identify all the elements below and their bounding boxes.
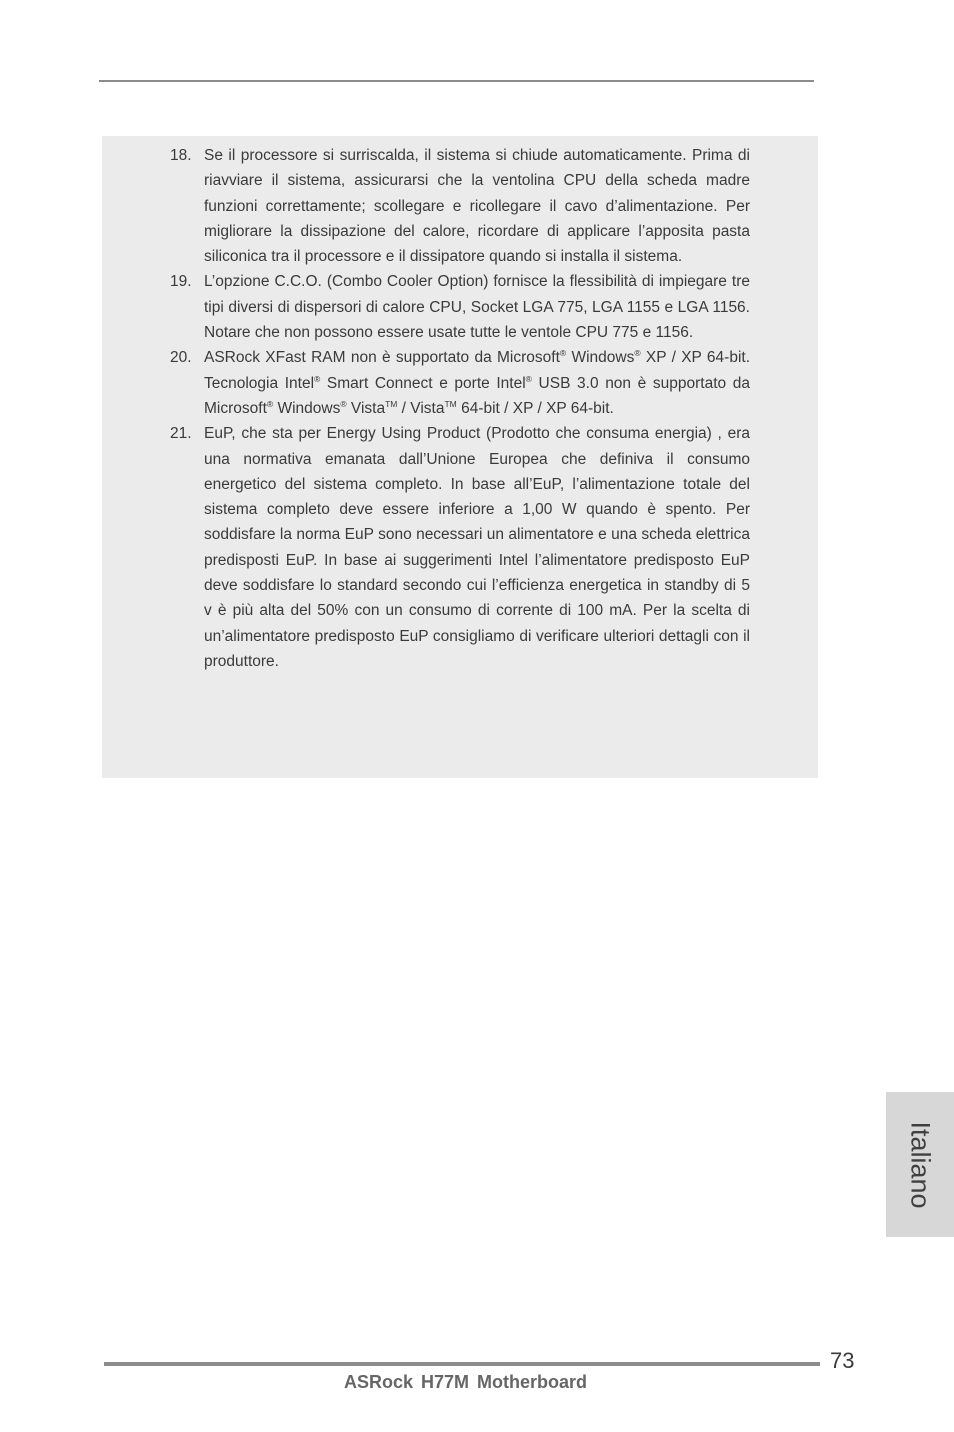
note-item [102,345,750,421]
notes-panel [102,136,818,778]
footer-title: ASRock H77M Motherboard [344,1372,588,1392]
note-text-segment: XP / XP 64-bit. Tecnologia Intel [204,349,751,392]
trademark-mark: ® [314,373,321,384]
notes-list [102,143,750,674]
note-text-segment: 64-bit / XP / XP 64-bit. [456,399,614,417]
trademark-mark: ® [525,373,532,384]
note-text [204,349,750,417]
language-tab [886,1092,954,1237]
trademark-mark: ® [634,348,641,359]
note-text-segment: Vista [346,399,386,417]
bottom-divider [104,1362,820,1366]
note-item [102,269,750,345]
note-text-segment: Smart Connect e porte Intel [320,374,526,392]
note-text-segment: Windows [566,349,635,367]
note-text-segment: / Vista [397,399,445,417]
trademark-mark: TM [444,398,457,409]
note-text-segment: EuP, che sta per Energy Using Product (Prodotto che consuma energia) , era una normativa emanata dall’Unione Europea che definiva il consumo energetico del sistema completo. In base all’EuP, l’alimentazione totale del sistema completo deve essere inferiore a 1,00 W quando è spento. Per soddisfare la norma EuP sono necessari un alimentatore e una scheda elettrica predisposti EuP. In base ai suggerimenti Intel l’alimentatore predisposto EuP deve soddisfare lo standard secondo cui l’efficienza energetica in standby di 5 v è più alta del 50% con un consumo di corrente di 100 mA. Per la scelta di un’alimentatore predisposto EuP consigliamo di verificare ulteriori dettagli con il produttore. [204,425,750,670]
note-text-segment: USB 3.0 non è supportato da Microsoft [204,374,750,417]
note-text [204,425,750,670]
trademark-mark: ® [266,398,274,409]
note-item [102,143,750,269]
trademark-mark: ® [559,348,567,359]
trademark-mark: TM [385,398,398,409]
language-tab-label: Italiano [905,1120,936,1209]
note-number: 21. [170,425,192,443]
note-number: 19. [170,273,192,291]
note-text-segment: ASRock XFast RAM non è supportato da Microsoft [204,349,560,367]
note-text-segment: Se il processore si surriscalda, il sistema si chiude automaticamente. Prima di riavviare il sistema, assicurarsi che la ventolina CPU della scheda madre funzioni correttamente; scollegare e ricollegare il cavo d’alimentazione. Per migliorare la dissipazione del calore, ricordare di applicare l’apposita pasta siliconica tra il processore e il dissipatore quando si installa il sistema. [204,147,750,266]
note-text-segment: Windows [273,399,341,417]
note-text-segment: L’opzione C.C.O. (Combo Cooler Option) fornisce la flessibilità di impiegare tre tipi diversi di dispersori di calore CPU, Socket LGA 775, LGA 1155 e LGA 1156. Notare che non possono essere usate tutte le ventole CPU 775 e 1156. [204,273,750,342]
note-number: 20. [170,349,192,367]
trademark-mark: ® [340,398,347,409]
note-number: 18. [170,147,192,164]
page-number: 73 [830,1348,855,1373]
note-text [204,273,750,341]
top-divider [99,80,814,82]
note-text [204,147,750,265]
note-item [102,421,750,674]
